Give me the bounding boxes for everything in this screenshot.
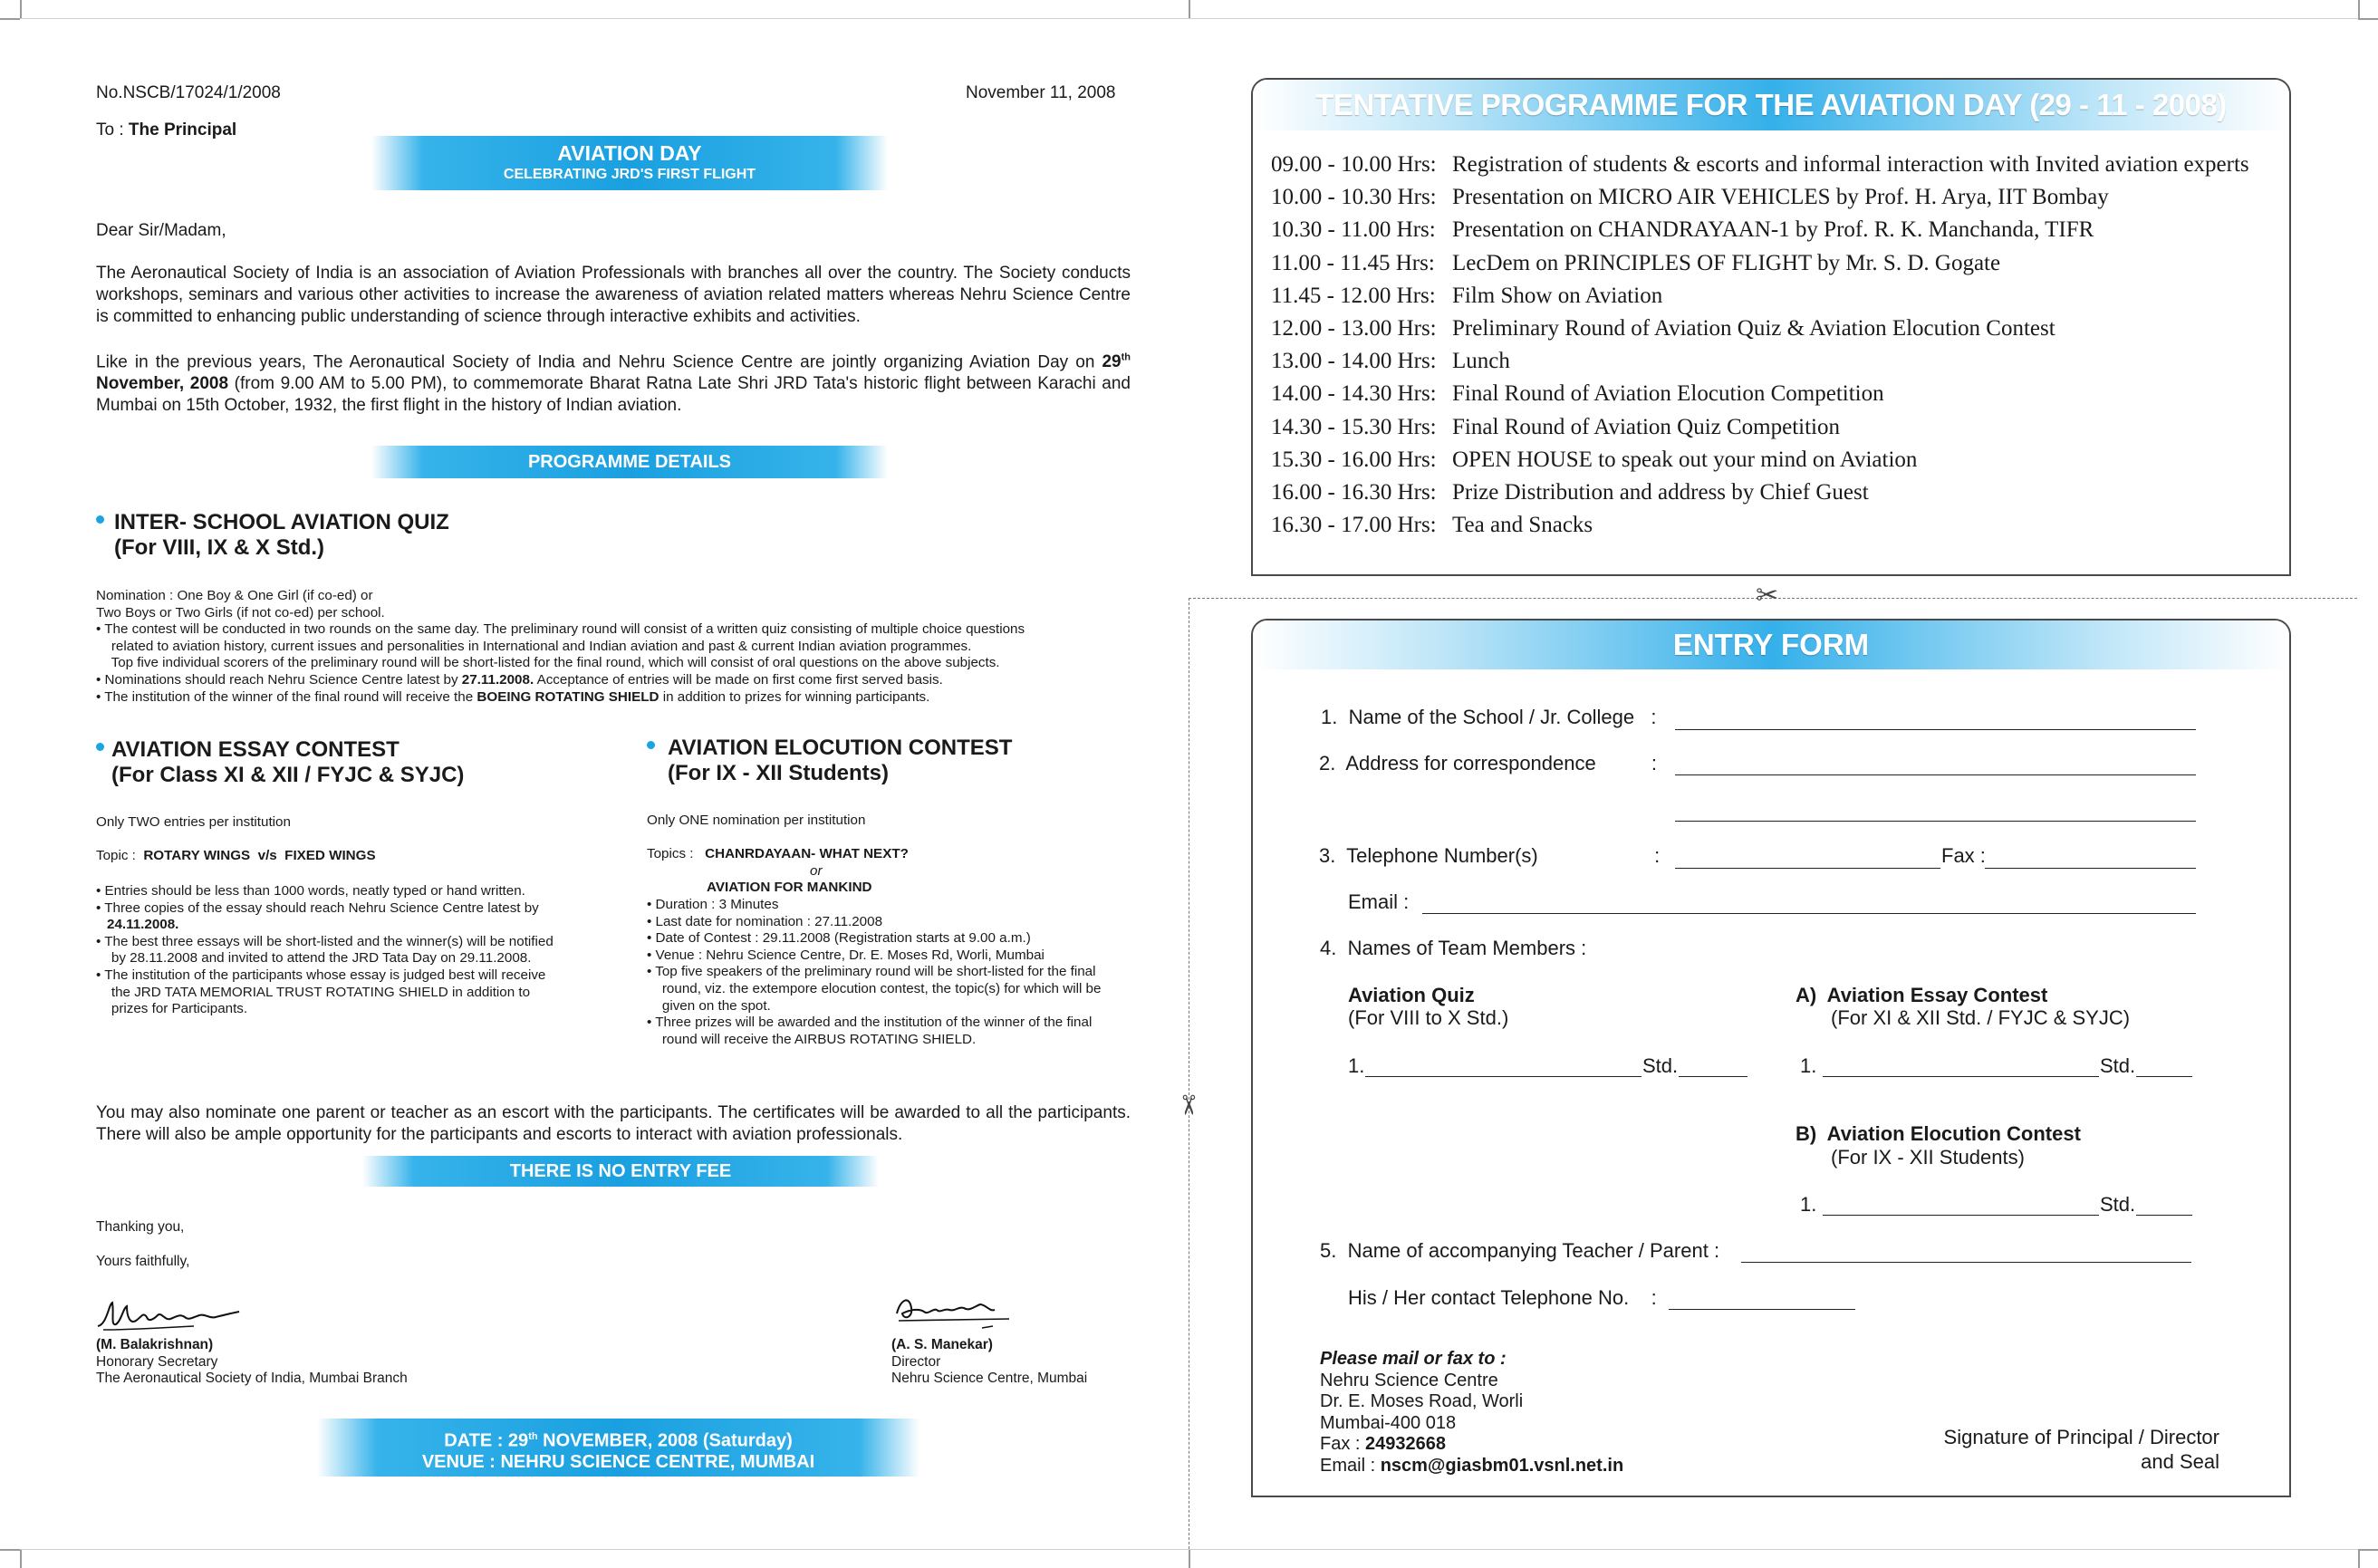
crop-mark	[2358, 18, 2378, 20]
essay-member-name-input[interactable]	[1823, 1076, 2099, 1077]
closing-thanks: Thanking you,	[96, 1219, 185, 1235]
scissors-icon: ✂	[1172, 1093, 1203, 1117]
essay-rules: • Entries should be less than 1000 words, neatly typed or hand written. • Three copies of the essay should reach Nehru Science Centre latest by 24.11.2008. • The best three essays will be short-listed and the winner(s) will be notified by 28.11.2008 and invited to attend the JRD Tata Day on 29.11.2008. • The institution of the participants whose essay is judged best will receive the JRD TATA MEMORIAL TRUST ROTATING SHIELD in addition to prizes for Participants.	[96, 883, 554, 1017]
elocution-topic2: AVIATION FOR MANKIND	[707, 880, 872, 895]
crop-mark	[20, 0, 22, 18]
section-bullet	[647, 741, 655, 749]
elocution-rules: • Duration : 3 Minutes • Last date for nomination : 27.11.2008 • Date of Contest : 29.11.2008 (Registration starts at 9.00 a.m.) • Venue : Nehru Science Centre, Dr. E. Moses Rd, Worli, Mumbai • Top five speakers of the preliminary round will be short-listed for the final round, viz. the extempore elocution contest, the topic(s) for which will be given on the spot. • Three prizes will be awarded and the institution of the winner of the final round will receive the AIRBUS ROTATING SHIELD.	[647, 897, 1102, 1047]
quiz-member-number: 1.	[1348, 1054, 1365, 1077]
section-bullet	[96, 515, 104, 524]
elocution-member-std-input[interactable]	[2136, 1215, 2192, 1216]
schedule-row	[1271, 415, 1840, 440]
mailing-address: Please mail or fax to : Nehru Science Centre Dr. E. Moses Road, Worli Mumbai-400 018 Fax : 24932668 Email : nscm@giasbm01.vsnl.net.in	[1320, 1349, 1624, 1476]
schedule-event: Registration of students & escorts and informal interaction with Invited aviation experts	[1452, 152, 2249, 177]
schedule-time: 09.00 - 10.00 Hrs:	[1271, 152, 1437, 177]
no-entry-fee-banner: THERE IS NO ENTRY FEE	[362, 1156, 879, 1187]
essay-entries: Only TWO entries per institution	[96, 814, 291, 830]
elocution-section-sub: (For IX - XII Students)	[1831, 1146, 2025, 1169]
schedule-row	[1271, 185, 2109, 210]
quiz-details: Nomination : One Boy & One Girl (if co-ed) or Two Boys or Two Girls (if not co-ed) per school. • The contest will be conducted in two rounds on the same day. The preliminary round will consist of a written quiz consisting of multiple choice questions related to aviation history, current issues and personalities in International and Indian aviation and past & current Indian aviation programmes. Top five individual scorers of the preliminary round will be short-listed for the final round, which will consist of oral questions on the above subjects. • Nominations should reach Nehru Science Centre latest by 27.11.2008. Acceptance of entries will be made on first come first served basis. • The institution of the winner of the final round will receive the BOEING ROTATING SHIELD in addition to prizes for winning participants.	[96, 588, 1025, 705]
schedule-event: Preliminary Round of Aviation Quiz & Aviation Elocution Contest	[1452, 316, 2055, 341]
schedule-row	[1271, 513, 1593, 538]
elocution-member-number: 1.	[1800, 1193, 1817, 1216]
schedule-time: 14.30 - 15.30 Hrs:	[1271, 414, 1437, 439]
schedule-row	[1271, 480, 1869, 505]
to-label: To :	[96, 120, 129, 139]
essay-section-sub: (For XI & XII Std. / FYJC & SYJC)	[1831, 1006, 2131, 1029]
schedule-event: LecDem on PRINCIPLES OF FLIGHT by Mr. S. D. Gogate	[1452, 250, 2001, 275]
escort-paragraph: You may also nominate one parent or teacher as an escort with the participants. The certificates will be awarded to all the participants. There will also be ample opportunity for the participants and escorts to interact with aviation professionals.	[96, 1103, 1131, 1144]
signature-manekar	[891, 1286, 1018, 1333]
schedule-time: 14.00 - 14.30 Hrs:	[1271, 381, 1437, 407]
crop-mark	[2358, 1549, 2378, 1551]
fold-mark	[20, 18, 2358, 19]
schedule-time: 12.00 - 13.00 Hrs:	[1271, 316, 1437, 341]
crop-mark	[2358, 1550, 2360, 1568]
field-school-label: 1. Name of the School / Jr. College :	[1321, 706, 1657, 728]
banner-subtitle: CELEBRATING JRD'S FIRST FLIGHT	[503, 167, 756, 182]
addressee	[96, 120, 236, 140]
crop-mark	[0, 1549, 20, 1551]
field-address-input-line2[interactable]	[1675, 821, 2196, 822]
crop-mark	[0, 18, 20, 20]
programme-box	[1251, 78, 2291, 576]
schedule-event: OPEN HOUSE to speak out your mind on Aviation	[1452, 447, 1918, 472]
quiz-title: INTER- SCHOOL AVIATION QUIZ (For VIII, IX & X Std.)	[114, 510, 449, 560]
teacher-parent-input[interactable]	[1741, 1262, 2191, 1263]
contact-telephone-input[interactable]	[1669, 1309, 1855, 1310]
field-email-input[interactable]	[1422, 913, 2196, 914]
schedule-time: 10.30 - 11.00 Hrs:	[1271, 217, 1436, 243]
schedule-row	[1271, 381, 1884, 407]
aviation-day-banner	[371, 136, 888, 190]
event-paragraph: Like in the previous years, The Aeronautical Society of India and Nehru Science Centre are jointly organizing Aviation Day on 29th November, 2008 (from 9.00 AM to 5.00 PM), to commemorate Bharat Ratna Late Shri JRD Tata's historic flight between Karachi and Mumbai on 15th October, 1932, the first flight in the history of Indian aviation.	[96, 352, 1131, 416]
schedule-row	[1271, 251, 2000, 276]
contact-telephone-label: His / Her contact Telephone No. :	[1348, 1286, 1657, 1309]
closing-yours: Yours faithfully,	[96, 1254, 190, 1269]
elocution-or: or	[810, 863, 823, 879]
programme-details-banner: PROGRAMME DETAILS	[371, 446, 888, 478]
schedule-row	[1271, 284, 1662, 309]
essay-title: AVIATION ESSAY CONTEST (For Class XI & XII / FYJC & SYJC)	[111, 737, 465, 787]
fold-mark	[1189, 1550, 1190, 1568]
schedule-time: 10.00 - 10.30 Hrs:	[1271, 185, 1437, 210]
fold-mark	[1189, 0, 1190, 18]
schedule-row	[1271, 349, 1510, 374]
signer-manekar: (A. S. Manekar) Director Nehru Science Centre, Mumbai	[891, 1337, 1088, 1387]
elocution-entries: Only ONE nomination per institution	[647, 813, 866, 828]
schedule-event: Final Round of Aviation Quiz Competition	[1452, 414, 1840, 439]
field-school-input[interactable]	[1675, 729, 2196, 730]
entry-form-title: ENTRY FORM	[1253, 620, 2289, 669]
section-bullet	[96, 743, 104, 751]
signer-balakrishnan: (M. Balakrishnan) Honorary Secretary The Aeronautical Society of India, Mumbai Branch	[96, 1337, 408, 1387]
date-venue-banner: DATE : 29th NOVEMBER, 2008 (Saturday) VENUE : NEHRU SCIENCE CENTRE, MUMBAI	[317, 1419, 919, 1477]
principal-signature-label: Signature of Principal / Director and Seal	[1943, 1426, 2219, 1473]
banner-title: AVIATION DAY	[557, 141, 702, 165]
schedule-row	[1271, 316, 2055, 341]
schedule-time: 15.30 - 16.00 Hrs:	[1271, 447, 1437, 472]
reference-number: No.NSCB/17024/1/2008	[96, 83, 281, 102]
team-members-label: 4. Names of Team Members :	[1320, 937, 1587, 959]
quiz-section-sub: (For VIII to X Std.)	[1348, 1006, 1509, 1029]
schedule-event: Prize Distribution and address by Chief Guest	[1452, 480, 1869, 505]
email-address: nscm@giasbm01.vsnl.net.in	[1380, 1455, 1624, 1476]
elocution-title: AVIATION ELOCUTION CONTEST (For IX - XII Students)	[668, 736, 1013, 785]
field-fax-input[interactable]	[1985, 868, 2196, 869]
intro-paragraph: The Aeronautical Society of India is an association of Aviation Professionals with branches all over the country. The Society conducts workshops, seminars and various other activities to increase the awareness of aviation related matters whereas Nehru Science Centre is committed to enhancing public understanding of science through interactive exhibits and activities.	[96, 264, 1131, 326]
field-address-label: 2. Address for correspondence :	[1319, 752, 1657, 774]
salutation: Dear Sir/Madam,	[96, 221, 226, 240]
essay-section-label: A) Aviation Essay Contest	[1796, 984, 2048, 1006]
field-email-label: Email :	[1348, 890, 1410, 913]
fold-mark	[20, 1549, 2358, 1550]
essay-member-std-label: Std.	[2100, 1054, 2136, 1077]
schedule-event: Presentation on CHANDRAYAAN-1 by Prof. R. K. Manchanda, TIFR	[1452, 217, 2094, 243]
programme-title: TENTATIVE PROGRAMME FOR THE AVIATION DAY (29 - 11 - 2008)	[1253, 80, 2289, 130]
schedule-time: 16.30 - 17.00 Hrs:	[1271, 513, 1437, 538]
schedule-event: Final Round of Aviation Elocution Competition	[1452, 381, 1884, 407]
field-telephone-label: 3. Telephone Number(s) :	[1319, 844, 1661, 867]
schedule-row	[1271, 447, 1917, 473]
schedule-time: 13.00 - 14.00 Hrs:	[1271, 349, 1437, 374]
letter-date: November 11, 2008	[966, 83, 1116, 102]
signature-balakrishnan	[94, 1294, 248, 1339]
schedule-event: Lunch	[1452, 349, 1510, 374]
schedule-row	[1271, 217, 2094, 243]
schedule-event: Film Show on Aviation	[1452, 283, 1663, 308]
scissors-icon: ✂	[1756, 581, 1779, 611]
quiz-member-std-input[interactable]	[1679, 1076, 1747, 1077]
crop-mark	[2358, 0, 2360, 18]
schedule-time: 16.00 - 16.30 Hrs:	[1271, 480, 1437, 505]
elocution-section-label: B) Aviation Elocution Contest	[1796, 1122, 2081, 1145]
schedule-time: 11.00 - 11.45 Hrs:	[1271, 250, 1435, 275]
field-address-input[interactable]	[1675, 774, 2196, 775]
schedule-event: Tea and Snacks	[1452, 513, 1593, 538]
essay-topic: Topic : ROTARY WINGS v/s FIXED WINGS	[96, 848, 376, 863]
crop-mark	[20, 1550, 22, 1568]
schedule-time: 11.45 - 12.00 Hrs:	[1271, 283, 1436, 308]
schedule-event: Presentation on MICRO AIR VEHICLES by Prof. H. Arya, IIT Bombay	[1452, 185, 2109, 210]
elocution-member-std-label: Std.	[2100, 1193, 2136, 1216]
quiz-section-label: Aviation Quiz	[1348, 984, 1475, 1006]
quiz-member-name-input[interactable]	[1365, 1076, 1641, 1077]
elocution-member-name-input[interactable]	[1823, 1215, 2099, 1216]
elocution-topics: Topics : CHANRDAYAAN- WHAT NEXT?	[647, 846, 909, 861]
quiz-member-std-label: Std.	[1642, 1054, 1679, 1077]
essay-member-std-input[interactable]	[2136, 1076, 2192, 1077]
teacher-parent-label: 5. Name of accompanying Teacher / Parent :	[1320, 1239, 1720, 1262]
to-name: The Principal	[128, 120, 237, 139]
field-fax-label: Fax :	[1941, 844, 1986, 867]
schedule-row	[1271, 152, 2249, 178]
field-telephone-input[interactable]	[1675, 868, 1940, 869]
essay-member-number: 1.	[1800, 1054, 1817, 1077]
